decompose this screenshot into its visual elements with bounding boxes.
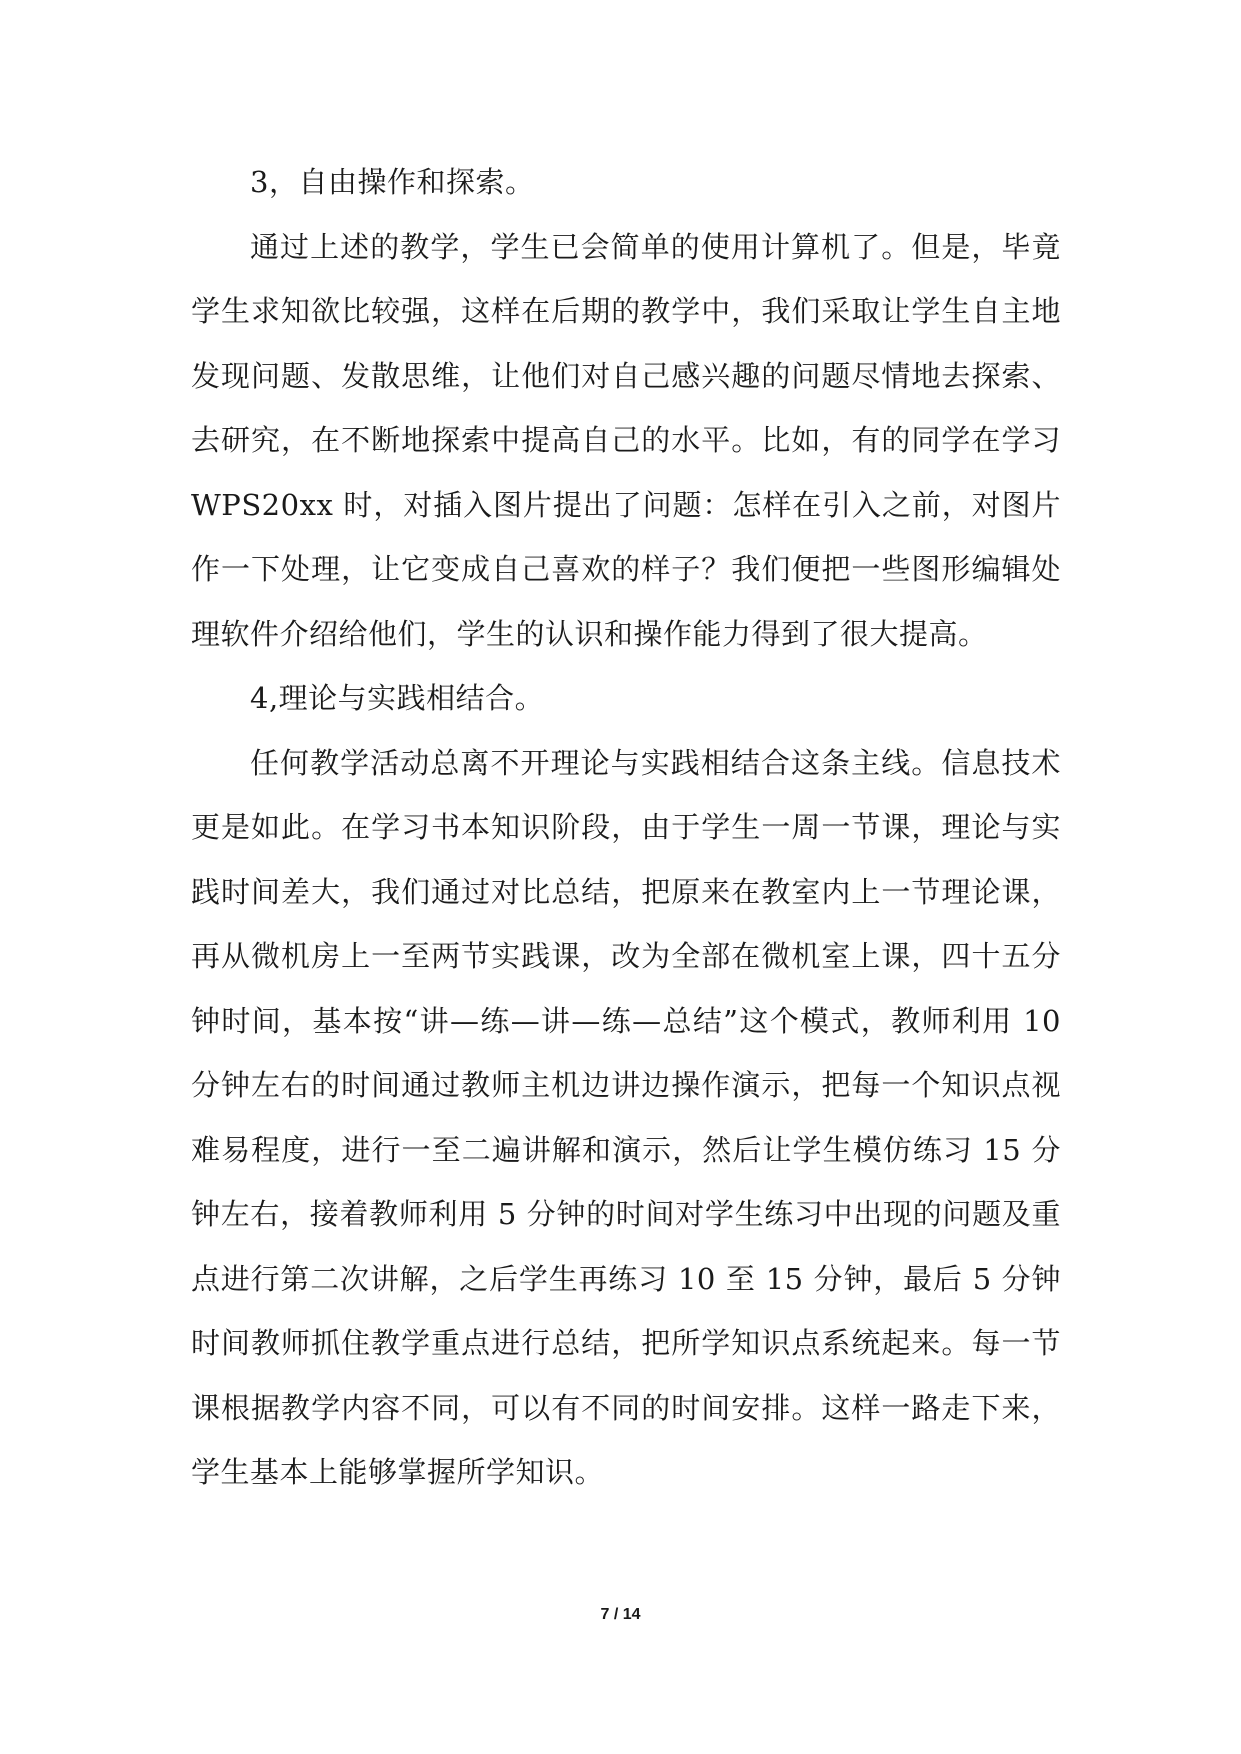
page-number: 7 / 14 [600, 1606, 641, 1623]
document-body [191, 150, 1061, 1505]
paragraph-heading-3: 3，自由操作和探索。 [250, 165, 535, 199]
paragraph-heading-4: 4,理论与实践相结合。 [250, 681, 545, 715]
paragraph-free-exploration: 通过上述的教学，学生已会简单的使用计算机了。但是，毕竟学生求知欲比较强，这样在后期的教学中，我们采取让学生自主地发现问题、发散思维，让他们对自己感兴趣的问题尽情地去探索、去研究，在不断地探索中提高自己的水平。比如，有的同学在学习 WPS20xx 时，对插入图片提出了问题：怎样在引入之前，对图片作一下处理，让它变成自己喜欢的样子？我们便把一些图形编辑处理软件介绍给他们，学生的认识和操作能力得到了很大提高。 [191, 229, 1061, 651]
paragraph-theory-practice: 任何教学活动总离不开理论与实践相结合这条主线。信息技术更是如此。在学习书本知识阶段，由于学生一周一节课，理论与实践时间差大，我们通过对比总结，把原来在教室内上一节理论课，再从微机房上一至两节实践课，改为全部在微机室上课，四十五分钟时间，基本按“讲—练—讲—练—总结”这个模式，教师利用 10 分钟左右的时间通过教师主机边讲边操作演示，把每一个知识点视难易程度，进行一至二遍讲解和演示，然后让学生模仿练习 15 分钟左右，接着教师利用 5 分钟的时间对学生练习中出现的问题及重点进行第二次讲解，之后学生再练习 10 至 15 分钟，最后 5 分钟时间教师抓住教学重点进行总结，把所学知识点系统起来。每一节课根据教学内容不同，可以有不同的时间安排。这样一路走下来，学生基本上能够掌握所学知识。 [191, 745, 1061, 1489]
